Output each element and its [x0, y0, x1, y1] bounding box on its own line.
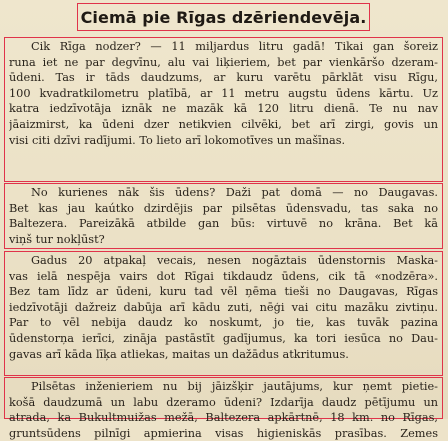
- text-line: Baltezera. Pareizākā atbilde gan būs: virtuvē no krāna. Bet kā: [9, 217, 438, 231]
- text-line: katra iedzīvotāja iznāk ne mazāk kā 120 litru dienā. Te nu nav: [9, 102, 438, 116]
- text-line: Par to vēl nebija daudz ko noskumt, jo tie, kas tuvāk pazina: [9, 316, 438, 330]
- paragraph-3: [4, 251, 443, 376]
- text-line: Cik Rīga nodzer? — 11 miljardus litru gadā! Tikai gan šoreiz: [31, 40, 438, 53]
- text-line: vas ielā nespēja vairs dot Rīgai tikdaudz ūdens, cik tā «nodzēra».: [9, 269, 438, 283]
- text-line: iedzīvotāji dažreiz dabūja arī kādu zuti, nēģi vai citu mazāku zivtiņu.: [9, 300, 438, 314]
- text-line: viņš tur nokļūst?: [9, 232, 105, 246]
- text-line: runa iet ne par degvīnu, alu vai liķieriem, bet par vienkāršo dzeram-: [9, 55, 438, 69]
- headline-box: [77, 3, 370, 31]
- text-line: košā daudzumā un labu dzeramo ūdeni? Izdarīja daudz pētījumu un: [9, 395, 438, 409]
- paragraph-2: [4, 183, 443, 249]
- paragraph-4: [4, 377, 443, 440]
- text-line: jāaizmirst, ka ūdeni dzer netikvien cilvēki, bet arī zirgi, govis un: [9, 117, 438, 131]
- text-line: 100 kvadratkilometru platībā, ar 11 metru augstu ūdens kārtu. Uz: [9, 86, 438, 100]
- text-line: ūdenstorņa ierīci, zināja pastāstīt gadījumus, ka tori iesūca no Dau-: [9, 331, 438, 345]
- text-line: Gadus 20 atpakaļ vecais, nesen nogāztais ūdenstornis Maska-: [31, 254, 438, 267]
- text-line: ūdeni. Tas ir tāds daudzums, ar kuru varētu pārklāt visu Rīgu,: [9, 71, 438, 85]
- paragraph-1: [4, 37, 443, 182]
- text-line: Pilsētas inženieriem nu bij jāizšķir jautājums, kur ņemt pietie-: [31, 380, 438, 393]
- text-line: gavas arī kāda līķa atliekas, maitas un dažādus atkritumus.: [9, 347, 349, 361]
- text-line: visi citi dzīvi radījumi. To lieto arī lokomotīves un mašīnas.: [9, 133, 346, 147]
- text-line: No kurienes nāk šis ūdens? Daži pat domā — no Daugavas.: [31, 186, 438, 199]
- text-line: Bez tam līdz ar ūdeni, kuru tad vēl ņēma tieši no Daugavas, Rīgas: [9, 285, 438, 299]
- text-line: atrada, ka Bukultmuižas mežā, Baltezera apkārtnē, 18 km. no Rīgas,: [9, 411, 438, 425]
- text-line: Bet kas jau kaútko dzirdējis par pilsētas ūdensvadu, tas saka no: [9, 201, 438, 215]
- article-headline: Ciemā pie Rīgas dzēriendevēja.: [80, 7, 367, 27]
- text-line: gruntsūdens pilnīgi apmierina visas higieniskās prasības. Zemes: [9, 426, 438, 440]
